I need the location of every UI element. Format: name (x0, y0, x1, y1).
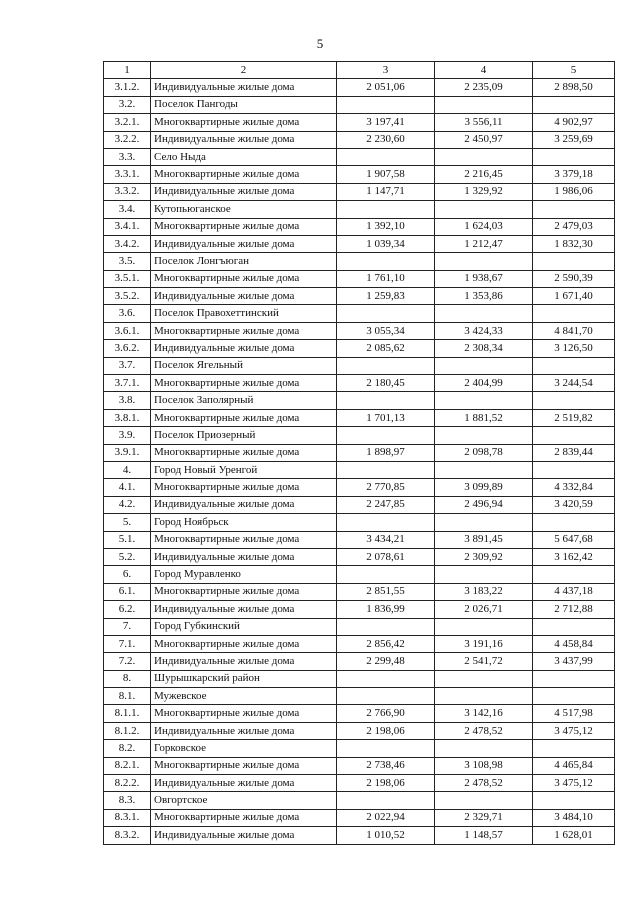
row-name-cell: Индивидуальные жилые дома (151, 183, 337, 200)
value-cell-col4 (435, 427, 533, 444)
row-number-cell: 4.2. (104, 496, 151, 513)
value-cell-col5 (533, 566, 615, 583)
row-name-cell: Многоквартирные жилые дома (151, 114, 337, 131)
row-name-cell: Индивидуальные жилые дома (151, 548, 337, 565)
value-cell-col3: 1 259,83 (337, 288, 435, 305)
value-cell-col5: 4 458,84 (533, 635, 615, 652)
value-cell-col3: 2 051,06 (337, 79, 435, 96)
value-cell-col5: 2 712,88 (533, 601, 615, 618)
value-cell-col5 (533, 514, 615, 531)
table-row (104, 392, 615, 409)
row-name-cell: Кутопьюганское (151, 201, 337, 218)
value-cell-col3: 2 299,48 (337, 653, 435, 670)
row-number-cell: 3.7.1. (104, 375, 151, 392)
value-cell-col5: 3 126,50 (533, 340, 615, 357)
row-name-cell: Горковское (151, 740, 337, 757)
value-cell-col4 (435, 740, 533, 757)
value-cell-col4: 1 148,57 (435, 827, 533, 844)
value-cell-col3: 2 085,62 (337, 340, 435, 357)
table-row (104, 96, 615, 113)
value-cell-col4: 2 309,92 (435, 548, 533, 565)
row-name-cell: Овгортское (151, 792, 337, 809)
row-number-cell: 3.2. (104, 96, 151, 113)
value-cell-col4: 2 098,78 (435, 444, 533, 461)
row-number-cell: 4.1. (104, 479, 151, 496)
table-row (104, 357, 615, 374)
row-number-cell: 3.8.1. (104, 409, 151, 426)
table-row (104, 444, 615, 461)
row-number-cell: 3.2.2. (104, 131, 151, 148)
value-cell-col5 (533, 148, 615, 165)
table-row (104, 583, 615, 600)
value-cell-col5: 3 162,42 (533, 548, 615, 565)
table-row (104, 479, 615, 496)
value-cell-col4 (435, 688, 533, 705)
row-number-cell: 5. (104, 514, 151, 531)
row-name-cell: Многоквартирные жилые дома (151, 635, 337, 652)
value-cell-col4: 3 556,11 (435, 114, 533, 131)
value-cell-col5: 5 647,68 (533, 531, 615, 548)
value-cell-col4: 1 353,86 (435, 288, 533, 305)
row-number-cell: 3.8. (104, 392, 151, 409)
row-number-cell: 3.1.2. (104, 79, 151, 96)
value-cell-col5: 4 437,18 (533, 583, 615, 600)
table-row (104, 496, 615, 513)
value-cell-col4 (435, 461, 533, 478)
table-row (104, 270, 615, 287)
value-cell-col3: 2 198,06 (337, 722, 435, 739)
value-cell-col3: 1 147,71 (337, 183, 435, 200)
row-name-cell: Индивидуальные жилые дома (151, 79, 337, 96)
table-row (104, 253, 615, 270)
value-cell-col4: 3 099,89 (435, 479, 533, 496)
value-cell-col5 (533, 305, 615, 322)
row-name-cell: Индивидуальные жилые дома (151, 653, 337, 670)
row-number-cell: 7. (104, 618, 151, 635)
value-cell-col5: 4 332,84 (533, 479, 615, 496)
row-name-cell: Село Ныда (151, 148, 337, 165)
table-row (104, 775, 615, 792)
value-cell-col4: 2 450,97 (435, 131, 533, 148)
value-cell-col3: 1 392,10 (337, 218, 435, 235)
table-row (104, 79, 615, 96)
value-cell-col3: 1 761,10 (337, 270, 435, 287)
row-name-cell: Многоквартирные жилые дома (151, 270, 337, 287)
value-cell-col3 (337, 618, 435, 635)
value-cell-col5: 1 628,01 (533, 827, 615, 844)
value-cell-col5: 3 475,12 (533, 722, 615, 739)
table-row (104, 235, 615, 252)
value-cell-col4: 2 026,71 (435, 601, 533, 618)
row-name-cell: Город Муравленко (151, 566, 337, 583)
value-cell-col3: 1 701,13 (337, 409, 435, 426)
value-cell-col4: 1 881,52 (435, 409, 533, 426)
value-cell-col3: 3 055,34 (337, 322, 435, 339)
row-number-cell: 7.1. (104, 635, 151, 652)
table-row (104, 670, 615, 687)
value-cell-col4: 2 496,94 (435, 496, 533, 513)
row-number-cell: 7.2. (104, 653, 151, 670)
value-cell-col3: 1 907,58 (337, 166, 435, 183)
value-cell-col4: 3 108,98 (435, 757, 533, 774)
value-cell-col3: 2 770,85 (337, 479, 435, 496)
value-cell-col3 (337, 357, 435, 374)
value-cell-col3: 2 078,61 (337, 548, 435, 565)
header-cell: 5 (533, 62, 615, 79)
table-row (104, 809, 615, 826)
value-cell-col5: 3 475,12 (533, 775, 615, 792)
value-cell-col5: 1 832,30 (533, 235, 615, 252)
row-name-cell: Многоквартирные жилые дома (151, 166, 337, 183)
value-cell-col4: 3 142,16 (435, 705, 533, 722)
table-row (104, 201, 615, 218)
row-name-cell: Многоквартирные жилые дома (151, 375, 337, 392)
value-cell-col5: 3 379,18 (533, 166, 615, 183)
value-cell-col4 (435, 618, 533, 635)
row-number-cell: 8.1.2. (104, 722, 151, 739)
table-row (104, 514, 615, 531)
value-cell-col4 (435, 253, 533, 270)
table-row (104, 635, 615, 652)
row-name-cell: Индивидуальные жилые дома (151, 496, 337, 513)
value-cell-col4: 2 216,45 (435, 166, 533, 183)
value-cell-col5: 4 841,70 (533, 322, 615, 339)
table-row (104, 305, 615, 322)
value-cell-col5: 2 479,03 (533, 218, 615, 235)
row-number-cell: 3.5.1. (104, 270, 151, 287)
value-cell-col3 (337, 670, 435, 687)
row-name-cell: Многоквартирные жилые дома (151, 809, 337, 826)
row-number-cell: 8.2. (104, 740, 151, 757)
row-number-cell: 8.3. (104, 792, 151, 809)
table-row (104, 114, 615, 131)
row-name-cell: Многоквартирные жилые дома (151, 583, 337, 600)
row-name-cell: Многоквартирные жилые дома (151, 757, 337, 774)
row-name-cell: Поселок Лонгъюган (151, 253, 337, 270)
value-cell-col5: 3 484,10 (533, 809, 615, 826)
row-number-cell: 8.3.1. (104, 809, 151, 826)
value-cell-col3: 2 851,55 (337, 583, 435, 600)
table-row (104, 653, 615, 670)
value-cell-col4: 3 424,33 (435, 322, 533, 339)
row-number-cell: 5.2. (104, 548, 151, 565)
page-number: 5 (316, 36, 324, 51)
table-row (104, 688, 615, 705)
row-name-cell: Поселок Заполярный (151, 392, 337, 409)
value-cell-col5: 4 517,98 (533, 705, 615, 722)
row-name-cell: Многоквартирные жилые дома (151, 705, 337, 722)
value-cell-col4: 3 183,22 (435, 583, 533, 600)
row-name-cell: Индивидуальные жилые дома (151, 235, 337, 252)
row-number-cell: 3.9.1. (104, 444, 151, 461)
value-cell-col4: 1 624,03 (435, 218, 533, 235)
tariff-table (103, 61, 615, 845)
value-cell-col4: 3 891,45 (435, 531, 533, 548)
value-cell-col3: 2 247,85 (337, 496, 435, 513)
value-cell-col5: 3 420,59 (533, 496, 615, 513)
value-cell-col3 (337, 514, 435, 531)
value-cell-col3: 1 039,34 (337, 235, 435, 252)
header-cell: 2 (151, 62, 337, 79)
value-cell-col5 (533, 461, 615, 478)
row-name-cell: Многоквартирные жилые дома (151, 218, 337, 235)
value-cell-col3: 2 180,45 (337, 375, 435, 392)
row-name-cell: Поселок Приозерный (151, 427, 337, 444)
value-cell-col3: 3 197,41 (337, 114, 435, 131)
row-name-cell: Индивидуальные жилые дома (151, 340, 337, 357)
value-cell-col4 (435, 305, 533, 322)
value-cell-col3: 2 738,46 (337, 757, 435, 774)
value-cell-col5 (533, 670, 615, 687)
value-cell-col3 (337, 792, 435, 809)
value-cell-col4: 3 191,16 (435, 635, 533, 652)
row-number-cell: 3.3.2. (104, 183, 151, 200)
value-cell-col3 (337, 253, 435, 270)
row-number-cell: 3.6.1. (104, 322, 151, 339)
row-number-cell: 3.6. (104, 305, 151, 322)
row-name-cell: Индивидуальные жилые дома (151, 601, 337, 618)
row-number-cell: 8.1. (104, 688, 151, 705)
value-cell-col3 (337, 688, 435, 705)
row-name-cell: Поселок Ягельный (151, 357, 337, 374)
value-cell-col3 (337, 392, 435, 409)
row-name-cell: Индивидуальные жилые дома (151, 722, 337, 739)
table-row (104, 375, 615, 392)
row-name-cell: Индивидуальные жилые дома (151, 775, 337, 792)
value-cell-col4: 1 212,47 (435, 235, 533, 252)
value-cell-col5 (533, 201, 615, 218)
value-cell-col5: 3 437,99 (533, 653, 615, 670)
row-name-cell: Многоквартирные жилые дома (151, 479, 337, 496)
row-number-cell: 3.5.2. (104, 288, 151, 305)
table-row (104, 183, 615, 200)
value-cell-col4: 2 541,72 (435, 653, 533, 670)
value-cell-col4 (435, 96, 533, 113)
table-row (104, 740, 615, 757)
value-cell-col3: 1 898,97 (337, 444, 435, 461)
value-cell-col5 (533, 357, 615, 374)
row-name-cell: Многоквартирные жилые дома (151, 409, 337, 426)
table-row (104, 340, 615, 357)
value-cell-col4 (435, 514, 533, 531)
row-number-cell: 8.2.1. (104, 757, 151, 774)
value-cell-col3: 2 856,42 (337, 635, 435, 652)
value-cell-col5: 2 898,50 (533, 79, 615, 96)
value-cell-col3 (337, 566, 435, 583)
header-row (104, 62, 615, 79)
value-cell-col5 (533, 96, 615, 113)
table-row (104, 601, 615, 618)
value-cell-col4 (435, 670, 533, 687)
row-name-cell: Город Ноябрьск (151, 514, 337, 531)
value-cell-col3: 2 230,60 (337, 131, 435, 148)
row-number-cell: 3.6.2. (104, 340, 151, 357)
table-row (104, 618, 615, 635)
value-cell-col4: 2 329,71 (435, 809, 533, 826)
value-cell-col4 (435, 201, 533, 218)
row-name-cell: Индивидуальные жилые дома (151, 288, 337, 305)
row-name-cell: Многоквартирные жилые дома (151, 531, 337, 548)
value-cell-col3 (337, 201, 435, 218)
table-row (104, 288, 615, 305)
row-number-cell: 3.2.1. (104, 114, 151, 131)
row-number-cell: 3.3.1. (104, 166, 151, 183)
value-cell-col5 (533, 740, 615, 757)
value-cell-col4: 2 478,52 (435, 775, 533, 792)
table-row (104, 566, 615, 583)
table-row (104, 322, 615, 339)
value-cell-col3: 2 022,94 (337, 809, 435, 826)
row-number-cell: 3.4. (104, 201, 151, 218)
row-number-cell: 3.5. (104, 253, 151, 270)
value-cell-col3: 3 434,21 (337, 531, 435, 548)
header-cell: 3 (337, 62, 435, 79)
value-cell-col3 (337, 96, 435, 113)
row-number-cell: 3.9. (104, 427, 151, 444)
value-cell-col5: 4 465,84 (533, 757, 615, 774)
row-name-cell: Индивидуальные жилые дома (151, 827, 337, 844)
row-number-cell: 3.4.2. (104, 235, 151, 252)
row-number-cell: 3.3. (104, 148, 151, 165)
row-number-cell: 4. (104, 461, 151, 478)
value-cell-col4: 1 938,67 (435, 270, 533, 287)
row-number-cell: 3.7. (104, 357, 151, 374)
row-number-cell: 8.2.2. (104, 775, 151, 792)
value-cell-col3 (337, 740, 435, 757)
value-cell-col5: 1 986,06 (533, 183, 615, 200)
value-cell-col5: 2 590,39 (533, 270, 615, 287)
table-row (104, 792, 615, 809)
row-name-cell: Шурышкарский район (151, 670, 337, 687)
value-cell-col4: 2 235,09 (435, 79, 533, 96)
value-cell-col5 (533, 427, 615, 444)
value-cell-col4 (435, 148, 533, 165)
row-number-cell: 3.4.1. (104, 218, 151, 235)
row-number-cell: 8.1.1. (104, 705, 151, 722)
value-cell-col4 (435, 392, 533, 409)
value-cell-col3: 2 766,90 (337, 705, 435, 722)
value-cell-col4: 1 329,92 (435, 183, 533, 200)
table-row (104, 409, 615, 426)
row-number-cell: 6.2. (104, 601, 151, 618)
value-cell-col4: 2 308,34 (435, 340, 533, 357)
row-name-cell: Многоквартирные жилые дома (151, 444, 337, 461)
value-cell-col5 (533, 253, 615, 270)
row-name-cell: Город Губкинский (151, 618, 337, 635)
value-cell-col5 (533, 792, 615, 809)
table-row (104, 757, 615, 774)
value-cell-col3: 1 010,52 (337, 827, 435, 844)
row-name-cell: Мужевское (151, 688, 337, 705)
value-cell-col5: 1 671,40 (533, 288, 615, 305)
value-cell-col3 (337, 427, 435, 444)
value-cell-col4: 2 404,99 (435, 375, 533, 392)
value-cell-col5 (533, 618, 615, 635)
table-row (104, 148, 615, 165)
value-cell-col3: 1 836,99 (337, 601, 435, 618)
value-cell-col4 (435, 792, 533, 809)
row-number-cell: 5.1. (104, 531, 151, 548)
value-cell-col3 (337, 305, 435, 322)
table-row (104, 548, 615, 565)
table-row (104, 827, 615, 844)
value-cell-col3: 2 198,06 (337, 775, 435, 792)
row-number-cell: 6. (104, 566, 151, 583)
row-number-cell: 8.3.2. (104, 827, 151, 844)
header-cell: 1 (104, 62, 151, 79)
table-row (104, 461, 615, 478)
table-row (104, 131, 615, 148)
table-row (104, 531, 615, 548)
row-name-cell: Поселок Пангоды (151, 96, 337, 113)
row-number-cell: 8. (104, 670, 151, 687)
value-cell-col4 (435, 357, 533, 374)
table-row (104, 218, 615, 235)
row-name-cell: Многоквартирные жилые дома (151, 322, 337, 339)
value-cell-col3 (337, 461, 435, 478)
value-cell-col5 (533, 392, 615, 409)
row-name-cell: Индивидуальные жилые дома (151, 131, 337, 148)
value-cell-col5: 4 902,97 (533, 114, 615, 131)
header-cell: 4 (435, 62, 533, 79)
row-number-cell: 6.1. (104, 583, 151, 600)
value-cell-col5: 2 839,44 (533, 444, 615, 461)
table-row (104, 722, 615, 739)
table-row (104, 705, 615, 722)
table-row (104, 166, 615, 183)
table-row (104, 427, 615, 444)
value-cell-col5: 2 519,82 (533, 409, 615, 426)
value-cell-col5: 3 244,54 (533, 375, 615, 392)
value-cell-col4: 2 478,52 (435, 722, 533, 739)
row-name-cell: Поселок Правохеттинский (151, 305, 337, 322)
value-cell-col5 (533, 688, 615, 705)
value-cell-col4 (435, 566, 533, 583)
row-name-cell: Город Новый Уренгой (151, 461, 337, 478)
value-cell-col5: 3 259,69 (533, 131, 615, 148)
value-cell-col3 (337, 148, 435, 165)
